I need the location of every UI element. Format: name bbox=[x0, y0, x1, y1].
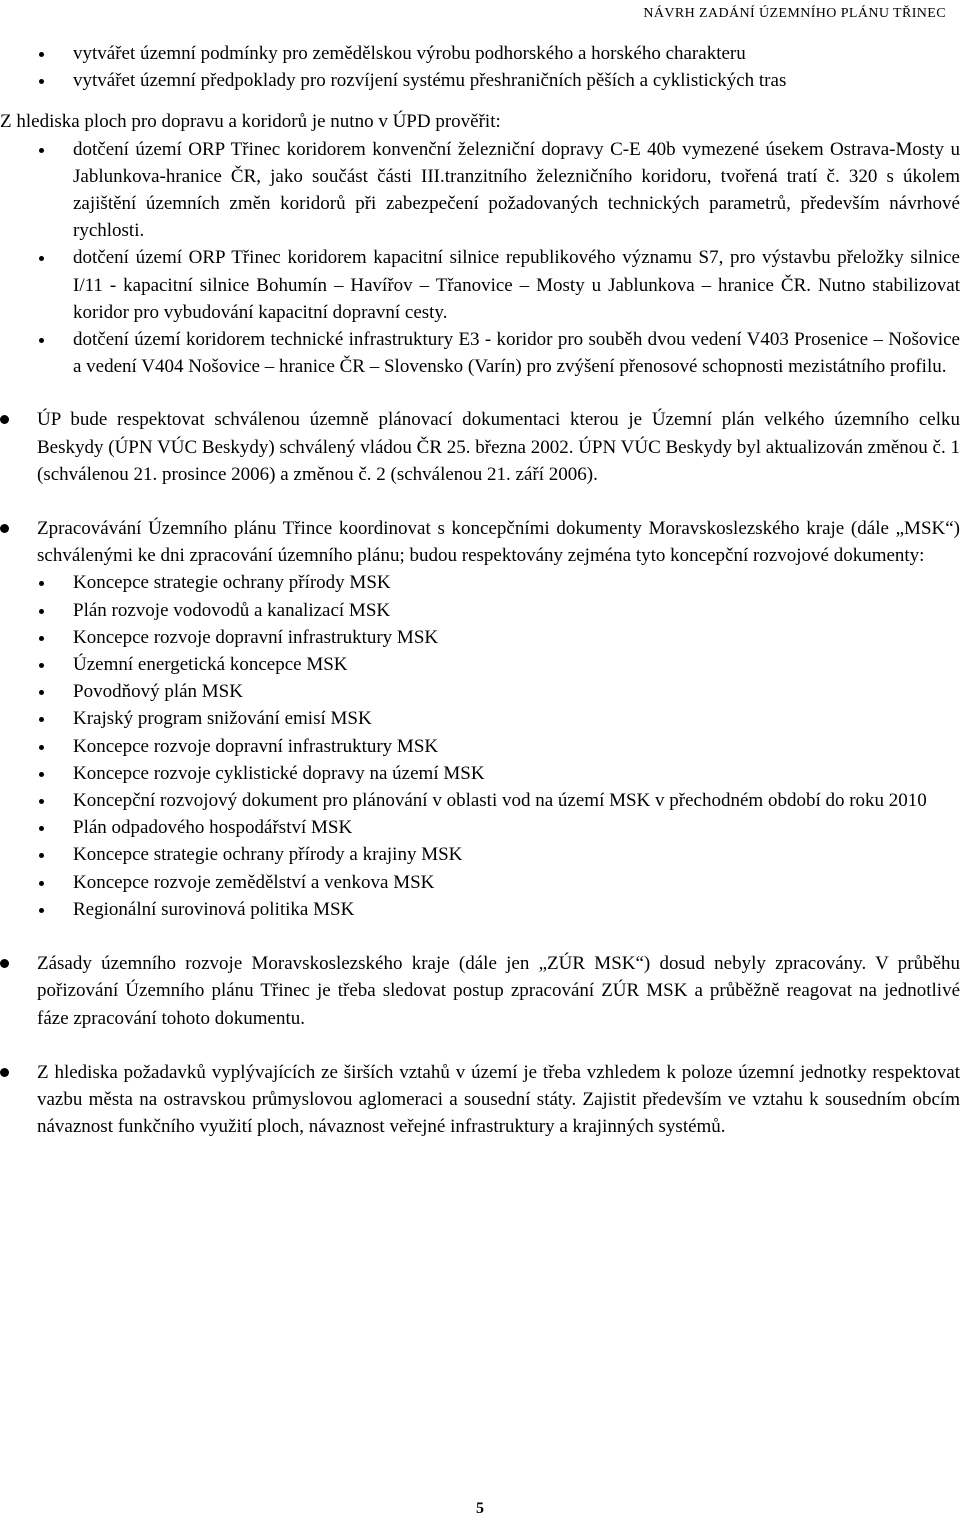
main-point-text: Z hlediska požadavků vyplývajících ze širších vztahů v území je třeba vzhledem k poloze územní jednotky respektovat vazbu města na ostravskou průmyslovou aglomeraci a sousední státy. Zajistit především ve vztahu k sousedním obcím návaznost funkčního využití ploch, návaznost veřejné infrastruktury a krajinných systémů. bbox=[37, 1061, 960, 1138]
list-item: Koncepce rozvoje dopravní infrastruktury MSK bbox=[37, 733, 960, 760]
page-number: 5 bbox=[476, 1500, 484, 1517]
list-item: Regionální surovinová politika MSK bbox=[37, 896, 960, 923]
list-item: dotčení území koridorem technické infrastruktury E3 - koridor pro souběh dvou vedení V403 Prosenice – Nošovice a vedení V404 Nošovice – hranice ČR – Slovensko (Varín) pro zvýšení přenosové schopnosti mezistátního profilu. bbox=[0, 326, 960, 380]
list-item: Krajský program snižování emisí MSK bbox=[37, 705, 960, 732]
main-point-list bbox=[0, 406, 960, 1140]
list-item: Koncepce rozvoje cyklistické dopravy na území MSK bbox=[37, 760, 960, 787]
list-item: vytvářet územní předpoklady pro rozvíjení systému přeshraničních pěších a cyklistických tras bbox=[0, 67, 960, 94]
list-item: Koncepce rozvoje zemědělství a venkova MSK bbox=[37, 869, 960, 896]
document-list bbox=[37, 569, 960, 923]
document-body bbox=[0, 40, 960, 1140]
list-item: Koncepce rozvoje dopravní infrastruktury MSK bbox=[37, 624, 960, 651]
main-point bbox=[0, 1059, 960, 1141]
list-item: dotčení území ORP Třinec koridorem kapacitní silnice republikového významu S7, pro výstavbu přeložky silnice I/11 - kapacitní silnice Bohumín – Havířov – Třanovice – Mosty u Jablunkova – hranice ČR. Nutno stabilizovat koridor pro vybudování kapacitní dopravní cesty. bbox=[0, 244, 960, 326]
list-item: Koncepce strategie ochrany přírody MSK bbox=[37, 569, 960, 596]
list-item: Plán odpadového hospodářství MSK bbox=[37, 814, 960, 841]
list-item: Plán rozvoje vodovodů a kanalizací MSK bbox=[37, 597, 960, 624]
list-item: dotčení území ORP Třinec koridorem konvenční železniční dopravy C-E 40b vymezené úsekem Ostrava-Mosty u Jablunkova-hranice ČR, jako součást části III.tranzitního železničního koridoru, tvořená tratí č. 320 s úkolem zajištění územních změn koridorů při zabezpečení požadovaných technických parametrů, především návrhové rychlosti. bbox=[0, 136, 960, 245]
transport-bullet-list bbox=[0, 136, 960, 381]
main-point-text: Zásady územního rozvoje Moravskoslezského kraje (dále jen „ZÚR MSK“) dosud nebyly zpracovány. V průběhu pořizování Územního plánu Třinec je třeba sledovat postup zpracování ZÚR MSK a průběžně reagovat na jednotlivé fáze zpracování tohoto dokumentu. bbox=[37, 953, 960, 1029]
main-point-text: Zpracovávání Územního plánu Třince koordinovat s koncepčními dokumenty Moravskoslezského kraje (dále „MSK“) schválenými ke dni zpracování územního plánu; budou respektovány zejména tyto koncepční rozvojové dokumenty: bbox=[37, 518, 960, 567]
page-header: NÁVRH ZADÁNÍ ÚZEMNÍHO PLÁNU TŘINEC bbox=[643, 6, 946, 21]
main-point bbox=[0, 515, 960, 923]
list-item: Koncepční rozvojový dokument pro plánování v oblasti vod na území MSK v přechodném období do roku 2010 bbox=[37, 787, 960, 814]
main-point-text: ÚP bude respektovat schválenou územně plánovací dokumentaci kterou je Územní plán velkého územního celku Beskydy (ÚPN VÚC Beskydy) schválený vládou ČR 25. března 2002. ÚPN VÚC Beskydy byl aktualizován změnou č. 1 (schválenou 21. prosince 2006) a změnou č. 2 (schválenou 21. září 2006). bbox=[37, 409, 960, 485]
list-item: Povodňový plán MSK bbox=[37, 678, 960, 705]
main-point bbox=[0, 950, 960, 1032]
list-item: Územní energetická koncepce MSK bbox=[37, 651, 960, 678]
top-bullet-list bbox=[0, 40, 960, 94]
main-point bbox=[0, 406, 960, 488]
list-item: vytvářet územní podmínky pro zemědělskou výrobu podhorského a horského charakteru bbox=[0, 40, 960, 67]
list-item: Koncepce strategie ochrany přírody a krajiny MSK bbox=[37, 841, 960, 868]
transport-intro: Z hlediska ploch pro dopravu a koridorů je nutno v ÚPD prověřit: bbox=[0, 111, 501, 133]
